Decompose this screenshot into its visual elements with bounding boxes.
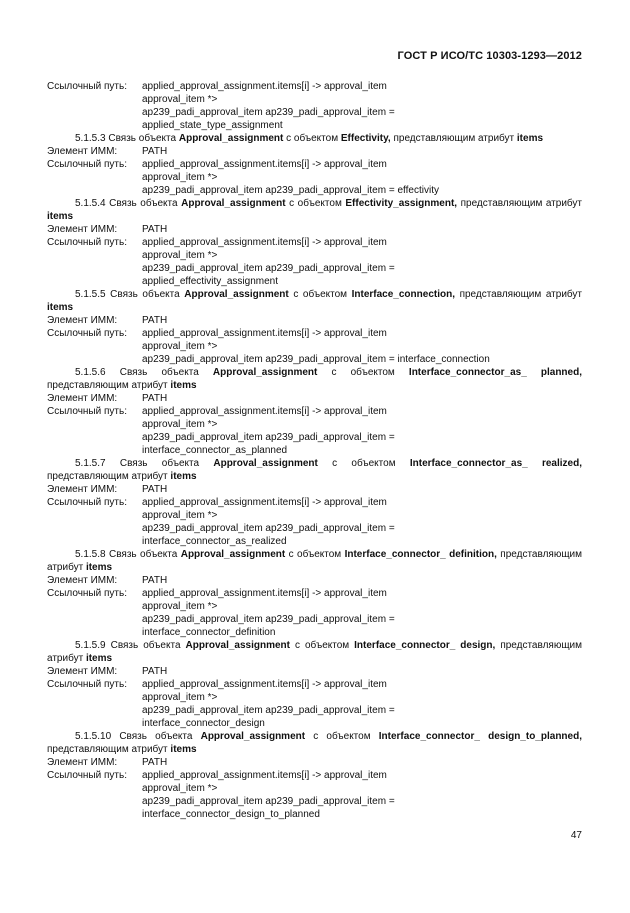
section-number: 5.1.5.9 xyxy=(75,640,106,651)
heading-text: представляющим атрибут xyxy=(47,380,168,391)
heading-text: Связь объекта xyxy=(119,367,199,378)
object-name: Approval_assignment xyxy=(181,198,286,209)
path-label: Ссылочный путь: xyxy=(47,406,127,417)
target-object: Effectivity_assignment, xyxy=(345,198,458,209)
heading-text: с объектом xyxy=(288,549,342,560)
path-line: approval_item *> xyxy=(142,692,218,703)
path-values xyxy=(142,236,582,288)
element-value-box xyxy=(142,574,582,587)
heading-text: представляющим атрибут xyxy=(47,471,168,482)
path-row xyxy=(47,158,582,197)
section xyxy=(47,197,582,288)
path-line: interface_connector_design xyxy=(142,718,265,729)
target-object: Interface_connector_as_ planned, xyxy=(408,367,582,378)
section-number: 5.1.5.6 xyxy=(75,367,106,378)
heading-text: Связь объекта xyxy=(108,133,177,144)
section-number: 5.1.5.4 xyxy=(75,198,106,209)
attribute-name: items xyxy=(170,744,197,755)
object-name: Approval_assignment xyxy=(213,458,318,469)
path-line: approval_item *> xyxy=(142,250,218,261)
attribute-name: items xyxy=(85,653,113,664)
path-row xyxy=(47,678,582,730)
path-line: applied_approval_assignment.items[i] -> approval_item xyxy=(142,497,387,508)
path-line: interface_connector_definition xyxy=(142,627,276,638)
path-values xyxy=(142,587,582,639)
element-value-box xyxy=(142,665,582,678)
section-heading xyxy=(47,730,582,756)
target-object: Interface_connector_ definition, xyxy=(344,549,497,560)
attribute-name: items xyxy=(170,471,197,482)
heading-text: представляющим атрибут xyxy=(47,549,583,573)
element-value-box xyxy=(142,483,582,496)
page-header: ГОСТ Р ИСО/ТС 10303-1293—2012 xyxy=(397,50,582,62)
heading-text: Связь объекта xyxy=(119,458,200,469)
section-number: 5.1.5.5 xyxy=(75,289,106,300)
section-heading xyxy=(47,366,582,392)
element-label: Элемент ИММ: xyxy=(47,393,118,404)
path-line: approval_item *> xyxy=(142,341,218,352)
path-line: applied_approval_assignment.items[i] -> approval_item xyxy=(142,770,387,781)
path-label: Ссылочный путь: xyxy=(47,159,127,170)
section-heading xyxy=(47,288,582,314)
section-number: 5.1.5.10 xyxy=(75,731,112,742)
page-number: 47 xyxy=(570,830,582,841)
path-values xyxy=(142,678,582,730)
path-line: applied_approval_assignment.items[i] -> approval_item xyxy=(142,159,387,170)
heading-text: с объектом xyxy=(313,731,371,742)
attribute-name: items xyxy=(170,380,197,391)
element-value: PATH xyxy=(142,393,168,404)
element-value: PATH xyxy=(142,757,168,768)
heading-text: с объектом xyxy=(289,198,342,209)
heading-text: с объектом xyxy=(331,367,395,378)
section xyxy=(47,288,582,366)
path-label: Ссылочный путь: xyxy=(47,497,127,508)
path-values xyxy=(142,405,582,457)
element-row xyxy=(47,223,582,236)
path-label: Ссылочный путь: xyxy=(47,81,127,92)
object-name: Approval_assignment xyxy=(178,133,284,144)
target-object: Interface_connection, xyxy=(351,289,455,300)
target-object: Interface_connector_ design, xyxy=(354,640,496,651)
path-line: applied_effectivity_assignment xyxy=(142,276,279,287)
element-value-box xyxy=(142,314,582,327)
element-row xyxy=(47,483,582,496)
path-line: ap239_padi_approval_item ap239_padi_approval_item = interface_connection xyxy=(142,354,490,365)
heading-text: Связь объекта xyxy=(119,731,193,742)
object-name: Approval_assignment xyxy=(212,367,318,378)
heading-text: Связь объекта xyxy=(110,289,180,300)
heading-text: Связь объекта xyxy=(110,640,181,651)
element-label: Элемент ИММ: xyxy=(47,757,118,768)
section-number: 5.1.5.3 xyxy=(75,133,106,144)
path-row xyxy=(47,327,582,366)
section xyxy=(47,457,582,548)
section-heading xyxy=(47,197,582,223)
heading-text: Связь объекта xyxy=(109,549,178,560)
attribute-name: items xyxy=(47,302,74,313)
path-line: applied_approval_assignment.items[i] -> approval_item xyxy=(142,588,387,599)
path-values xyxy=(142,496,582,548)
path-label: Ссылочный путь: xyxy=(47,679,127,690)
element-row xyxy=(47,665,582,678)
element-value: PATH xyxy=(142,484,168,495)
attribute-name: items xyxy=(516,133,544,144)
path-row xyxy=(47,236,582,288)
section-number: 5.1.5.7 xyxy=(75,458,106,469)
path-values xyxy=(142,769,582,821)
heading-text: Связь объекта xyxy=(109,198,178,209)
element-label: Элемент ИММ: xyxy=(47,575,118,586)
path-row xyxy=(47,587,582,639)
object-name: Approval_assignment xyxy=(184,289,289,300)
target-object: Effectivity, xyxy=(340,133,391,144)
path-label: Ссылочный путь: xyxy=(47,328,127,339)
path-line: ap239_padi_approval_item ap239_padi_approval_item = xyxy=(142,614,395,625)
element-label: Элемент ИММ: xyxy=(47,224,118,235)
element-label: Элемент ИММ: xyxy=(47,666,118,677)
heading-text: с объектом xyxy=(295,640,350,651)
section-heading xyxy=(47,132,582,145)
heading-text: с объектом xyxy=(293,289,348,300)
path-values xyxy=(142,158,582,197)
path-line: approval_item *> xyxy=(142,783,218,794)
path-line: approval_item *> xyxy=(142,601,218,612)
path-line: approval_item *> xyxy=(142,94,218,105)
section xyxy=(47,366,582,457)
path-line: approval_item *> xyxy=(142,419,218,430)
path-line: interface_connector_as_planned xyxy=(142,445,288,456)
path-line: ap239_padi_approval_item ap239_padi_approval_item = xyxy=(142,432,395,443)
path-line: ap239_padi_approval_item ap239_padi_approval_item = xyxy=(142,796,395,807)
target-object: Interface_connector_ design_to_planned, xyxy=(378,731,582,742)
object-name: Approval_assignment xyxy=(180,549,286,560)
element-row xyxy=(47,314,582,327)
path-line: ap239_padi_approval_item ap239_padi_approval_item = xyxy=(142,523,395,534)
attribute-name: items xyxy=(47,211,74,222)
path-line: ap239_padi_approval_item ap239_padi_approval_item = xyxy=(142,705,395,716)
path-line: applied_approval_assignment.items[i] -> approval_item xyxy=(142,81,387,92)
element-label: Элемент ИММ: xyxy=(47,146,118,157)
attribute-name: items xyxy=(85,562,113,573)
element-value-box xyxy=(142,223,582,236)
element-row xyxy=(47,145,582,158)
path-values xyxy=(142,327,582,366)
path-line: ap239_padi_approval_item ap239_padi_approval_item = xyxy=(142,107,395,118)
section-number: 5.1.5.8 xyxy=(75,549,106,560)
element-value: PATH xyxy=(142,666,168,677)
path-label: Ссылочный путь: xyxy=(47,770,127,781)
path-line: applied_approval_assignment.items[i] -> approval_item xyxy=(142,328,387,339)
object-name: Approval_assignment xyxy=(185,640,290,651)
path-line: applied_state_type_assignment xyxy=(142,120,283,131)
path-line: applied_approval_assignment.items[i] -> approval_item xyxy=(142,679,387,690)
heading-text: представляющим атрибут xyxy=(393,133,515,144)
path-line: approval_item *> xyxy=(142,172,218,183)
element-label: Элемент ИММ: xyxy=(47,484,118,495)
element-value: PATH xyxy=(142,575,168,586)
section xyxy=(47,132,582,197)
path-line: ap239_padi_approval_item ap239_padi_approval_item = effectivity xyxy=(142,185,439,196)
element-value: PATH xyxy=(142,224,168,235)
section-heading xyxy=(47,639,582,665)
path-line: applied_approval_assignment.items[i] -> approval_item xyxy=(142,406,387,417)
section xyxy=(47,548,582,639)
heading-text: с объектом xyxy=(286,133,339,144)
section-heading xyxy=(47,457,582,483)
path-row xyxy=(47,80,582,132)
element-value: PATH xyxy=(142,315,168,326)
path-label: Ссылочный путь: xyxy=(47,588,127,599)
element-row xyxy=(47,756,582,769)
path-line: approval_item *> xyxy=(142,510,218,521)
element-value-box xyxy=(142,756,582,769)
heading-text: представляющим атрибут xyxy=(47,640,583,664)
heading-text: представляющим атрибут xyxy=(459,289,582,300)
path-label: Ссылочный путь: xyxy=(47,237,127,248)
path-line: interface_connector_as_realized xyxy=(142,536,287,547)
heading-text: представляющим атрибут xyxy=(47,744,168,755)
heading-text: с объектом xyxy=(332,458,396,469)
element-value-box xyxy=(142,392,582,405)
element-label: Элемент ИММ: xyxy=(47,315,118,326)
path-row xyxy=(47,769,582,821)
element-value: PATH xyxy=(142,146,168,157)
section-heading xyxy=(47,548,582,574)
element-value-box xyxy=(142,145,582,158)
sections-list xyxy=(47,132,582,821)
path-line: applied_approval_assignment.items[i] -> approval_item xyxy=(142,237,387,248)
object-name: Approval_assignment xyxy=(200,731,306,742)
path-values xyxy=(142,80,582,132)
path-line: interface_connector_design_to_planned xyxy=(142,809,320,820)
element-row xyxy=(47,392,582,405)
section xyxy=(47,639,582,730)
path-line: ap239_padi_approval_item ap239_padi_approval_item = xyxy=(142,263,395,274)
element-row xyxy=(47,574,582,587)
section xyxy=(47,730,582,821)
target-object: Interface_connector_as_ realized, xyxy=(409,458,582,469)
path-row xyxy=(47,405,582,457)
path-row xyxy=(47,496,582,548)
document-body xyxy=(47,80,582,821)
heading-text: представляющим атрибут xyxy=(460,198,582,209)
